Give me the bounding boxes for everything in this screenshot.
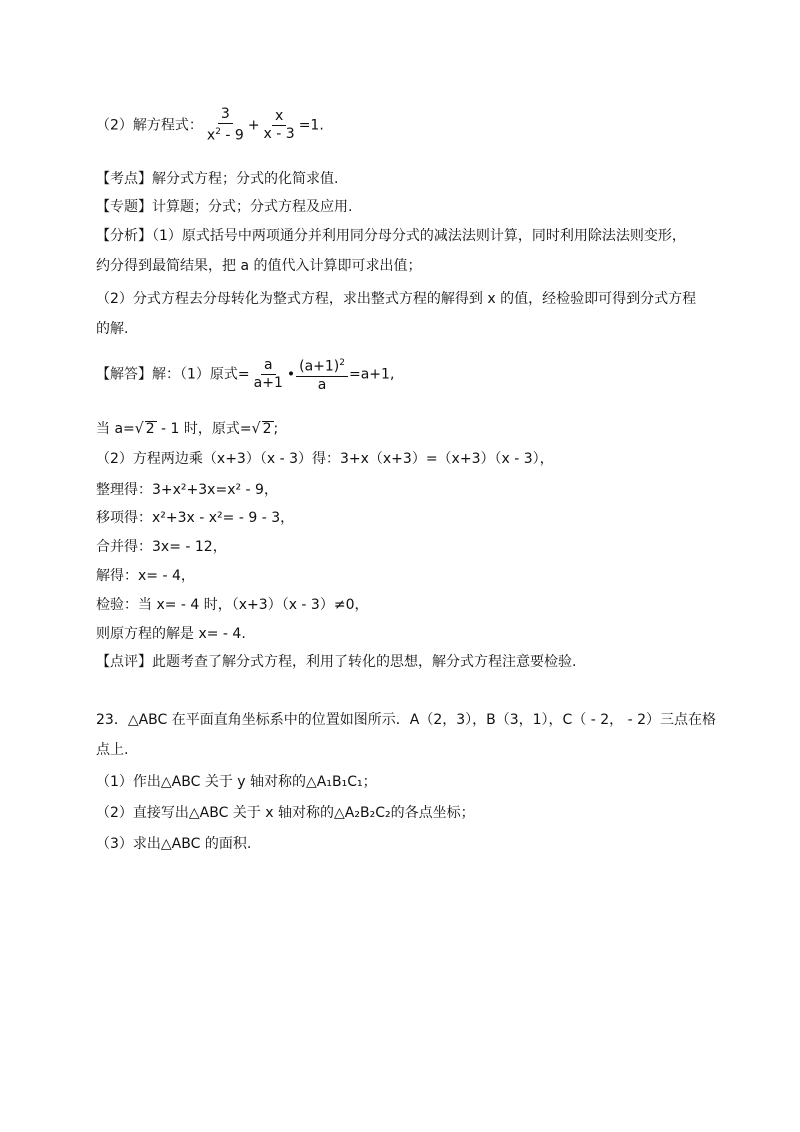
equation-prefix: （2）解方程式：: [96, 117, 203, 134]
jieda-line: [96, 355, 394, 394]
fraction-2-numerator: x: [272, 108, 286, 126]
question-23-part: （3）求出△ABC 的面积.: [96, 836, 252, 852]
den-rest: - 9: [220, 127, 244, 144]
fenxi-line-1: 【分析】（1）原式括号中两项通分并利用同分母分式的减法法则计算，同时利用除法法则变形，: [96, 228, 686, 244]
fraction-1-numerator: 3: [218, 106, 233, 124]
fraction-2-denominator: x - 3: [263, 125, 295, 142]
dang-end: ;: [273, 421, 279, 437]
plus-sign: +: [247, 117, 260, 134]
equation-end: .: [319, 117, 324, 134]
fraction-1: [204, 106, 247, 145]
zhuanti-line: 【专题】计算题；分式；分式方程及应用.: [96, 199, 353, 215]
dianping-line: 【点评】此题考查了解分式方程，利用了转化的思想，解分式方程注意要检验.: [96, 654, 577, 670]
dang-prefix: 当 a=: [96, 421, 135, 437]
fraction-1-denominator: [204, 124, 247, 145]
question-23-line-2: 点上.: [96, 742, 129, 758]
step-line: （2）方程两边乘（x+3）（x - 3）得：3+x（x+3）=（x+3）（x - 3），: [96, 451, 554, 467]
den-base: x: [206, 127, 216, 144]
jieda-fraction-1: [251, 357, 286, 392]
jieda-prefix: 【解答】解：（1）原式=: [96, 366, 250, 383]
fraction-2: [261, 108, 298, 143]
fenxi-line-4: 的解.: [96, 321, 129, 337]
step-line: 则原方程的解是 x= - 4.: [96, 626, 246, 642]
equation-line: [96, 106, 324, 145]
question-23-line-1: 23．△ABC 在平面直角坐标系中的位置如图所示．A（2，3），B（3，1），C（ - 2， - 2）三点在格: [96, 712, 717, 728]
question-23-part: （2）直接写出△ABC 关于 x 轴对称的△A₂B₂C₂的各点坐标；: [96, 805, 475, 821]
jieda-result: =a+1,: [349, 366, 395, 383]
den-exponent: 2: [215, 127, 221, 137]
fenxi-line-3: （2）分式方程去分母转化为整式方程，求出整式方程的解得到 x 的值，经检验即可得到分式方程: [96, 291, 697, 307]
step-line: 移项得：x²+3x - x²= - 9 - 3，: [96, 510, 295, 526]
jieda-fraction-2: [296, 355, 348, 394]
num-exponent: 2: [339, 358, 345, 368]
step-line: 整理得：3+x²+3x=x² - 9，: [96, 482, 278, 498]
step-line: 检验：当 x= - 4 时，（x+3）（x - 3）≠0，: [96, 597, 369, 613]
dang-line: [96, 419, 278, 439]
jieda-fraction-1-denominator: a+1: [253, 374, 283, 391]
num-base: (a+1): [299, 358, 340, 375]
step-line: 解得：x= - 4，: [96, 568, 195, 584]
step-line: 合并得：3x= - 12，: [96, 539, 227, 555]
dang-mid: - 1 时，原式=: [156, 421, 252, 437]
sqrt-radicand-1: 2: [145, 421, 155, 437]
jieda-fraction-1-numerator: a: [261, 357, 276, 375]
kaodian-line: 【考点】解分式方程；分式的化简求值.: [96, 171, 339, 187]
sqrt-radicand-2: 2: [262, 421, 272, 437]
sqrt-symbol: √: [251, 420, 261, 438]
fenxi-line-2: 约分得到最简结果，把 a 的值代入计算即可求出值；: [96, 258, 422, 274]
equation-rhs: =1: [298, 117, 320, 134]
multiply-dot: •: [286, 366, 296, 383]
jieda-fraction-2-denominator: a: [317, 376, 327, 393]
question-23-part: （1）作出△ABC 关于 y 轴对称的△A₁B₁C₁；: [96, 774, 377, 790]
sqrt-symbol: √: [134, 420, 144, 438]
jieda-fraction-2-numerator: [296, 355, 348, 377]
